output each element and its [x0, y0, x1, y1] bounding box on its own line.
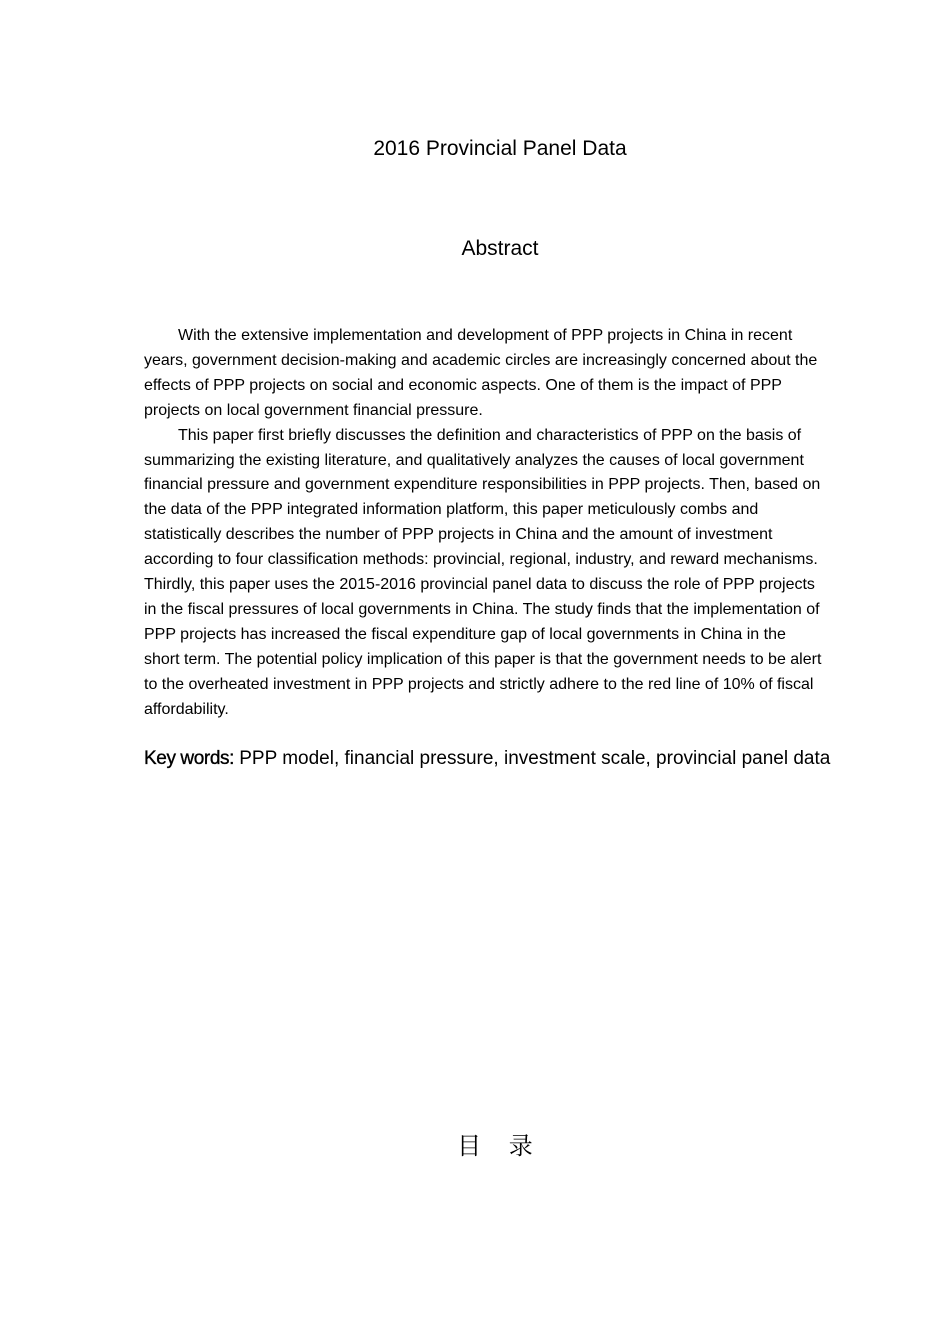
keywords-label: Key words: [144, 748, 234, 769]
abstract-heading: Abstract [461, 237, 539, 260]
abstract-paragraph-2: This paper first briefly discusses the definition and characteristics of PPP on the basis of summarizing the existing literature, and qualitatively analyzes the causes of local government financial pressure and government expenditure responsibilities in PPP projects. Then, based on the data of the PPP integrated information platform, this paper meticulously combs and statistically describes the number of PPP projects in China and the amount of investment according to four classification methods: provincial, regional, industry, and reward mechanisms. Thirdly, this paper uses the 2015-2016 provincial panel data to discuss the role of PPP projects in the fiscal pressures of local governments in China. The study finds that the implementation of PPP projects has increased the fiscal expenditure gap of local governments in China in the short term. The potential policy implication of this paper is that the government needs to be alert to the overheated investment in PPP projects and strictly adhere to the red line of 10% of fiscal affordability. [144, 426, 822, 718]
subtitle: 2016 Provincial Panel Data [373, 137, 627, 160]
keywords-text: PPP model, financial pressure, investment scale, provincial panel data [233, 748, 831, 769]
keywords-line [144, 746, 884, 772]
abstract-paragraph-1: With the extensive implementation and development of PPP projects in China in recent years, government decision-making and academic circles are increasingly concerned about the effects of PPP projects on social and economic aspects. One of them is the impact of PPP projects on local government financial pressure. [144, 327, 818, 419]
abstract-body [144, 324, 860, 723]
table-of-contents-heading: 目 录 [457, 1132, 543, 1160]
